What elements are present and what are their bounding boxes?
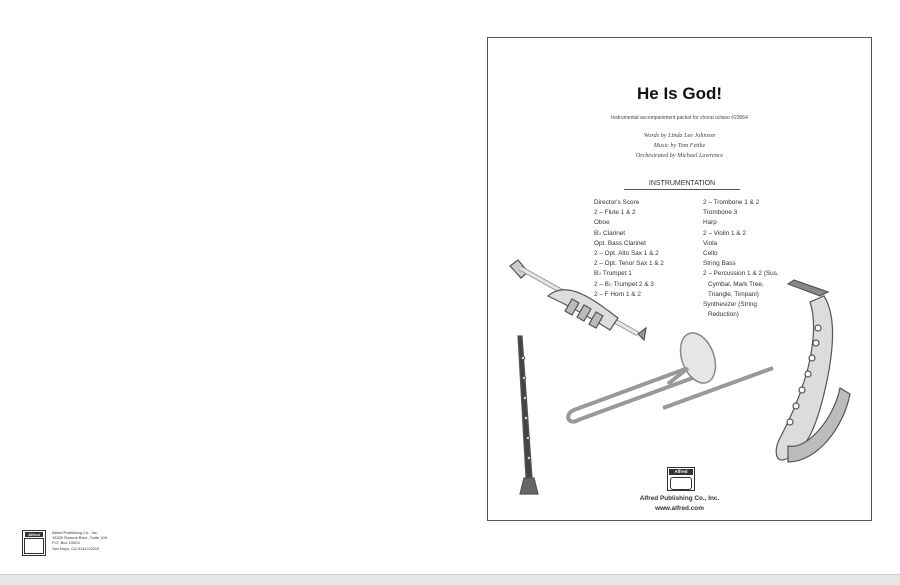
list-item: 2 – Violin 1 & 2	[703, 229, 746, 237]
front-cover	[487, 37, 872, 521]
page-title: He Is God!	[636, 84, 722, 103]
address-line: Van Nuys, CA 91410-0003	[52, 545, 100, 551]
instrumentation-heading: INSTRUMENTATION	[624, 180, 740, 190]
list-item: Viola	[703, 239, 718, 247]
list-item: B♭ Clarinet	[594, 229, 626, 237]
list-item: 2 – Flute 1 & 2	[594, 209, 636, 217]
list-item: Oboe	[594, 219, 610, 227]
list-item: 2 – Opt. Tenor Sax 1 & 2	[594, 260, 664, 268]
address-line: P.O. Box 10003	[52, 540, 80, 546]
list-item: Opt. Bass Clarinet	[594, 239, 646, 247]
list-item: 2 – Trombone 1 & 2	[703, 199, 760, 206]
logo-symbol-icon	[24, 538, 44, 554]
publisher-logo	[667, 467, 695, 491]
clarinet-icon	[518, 336, 538, 494]
logo-symbol-icon	[670, 477, 692, 490]
credit-words: Words by Linda Lee Johnson	[643, 132, 716, 139]
list-item: 2 – F Horn 1 & 2	[594, 290, 641, 298]
list-item: Synthesizer (String	[703, 301, 757, 309]
address-line: 16320 Roscoe Blvd., Suite 100	[52, 535, 107, 541]
list-item: Reduction)	[708, 311, 739, 319]
logo-text: Alfred	[669, 469, 693, 475]
publisher-website: www.alfred.com	[655, 505, 704, 512]
instrument-list-right	[703, 198, 813, 320]
list-item: B♭ Trumpet 1	[594, 270, 632, 278]
list-item: Director's Score	[594, 199, 640, 206]
credit-music: Music by Tom Fettke	[653, 142, 706, 149]
cover-subtitle: Instrumental accompaniment packet for choral octavo #23064	[611, 115, 748, 121]
list-item: 2 – B♭ Trumpet 2 & 3	[594, 280, 654, 288]
list-item: String Bass	[703, 260, 736, 268]
back-cover-publisher-block	[22, 530, 107, 556]
credit-orchestration: Orchestrated by Michael Lawrence	[635, 152, 724, 159]
instrument-list-left	[594, 198, 696, 300]
list-item: 2 – Opt. Alto Sax 1 & 2	[594, 250, 659, 258]
list-item: Cymbal, Mark Tree,	[708, 280, 764, 288]
list-item: Triangle, Timpani)	[708, 290, 759, 298]
trombone-icon	[568, 328, 773, 422]
back-publisher-logo	[22, 530, 46, 556]
credits	[488, 131, 871, 161]
list-item: 2 – Percussion 1 & 2 (Sus.	[703, 270, 779, 278]
list-item: Harp	[703, 219, 717, 227]
address-line: Alfred Publishing Co., Inc.	[52, 530, 99, 535]
publisher-address	[52, 530, 107, 551]
page-bottom-band	[0, 574, 900, 585]
back-logo-text: Alfred	[25, 532, 43, 537]
list-item: Cello	[703, 250, 718, 258]
list-item: Trombone 3	[703, 209, 738, 217]
publisher-name: Alfred Publishing Co., Inc.	[639, 495, 720, 502]
